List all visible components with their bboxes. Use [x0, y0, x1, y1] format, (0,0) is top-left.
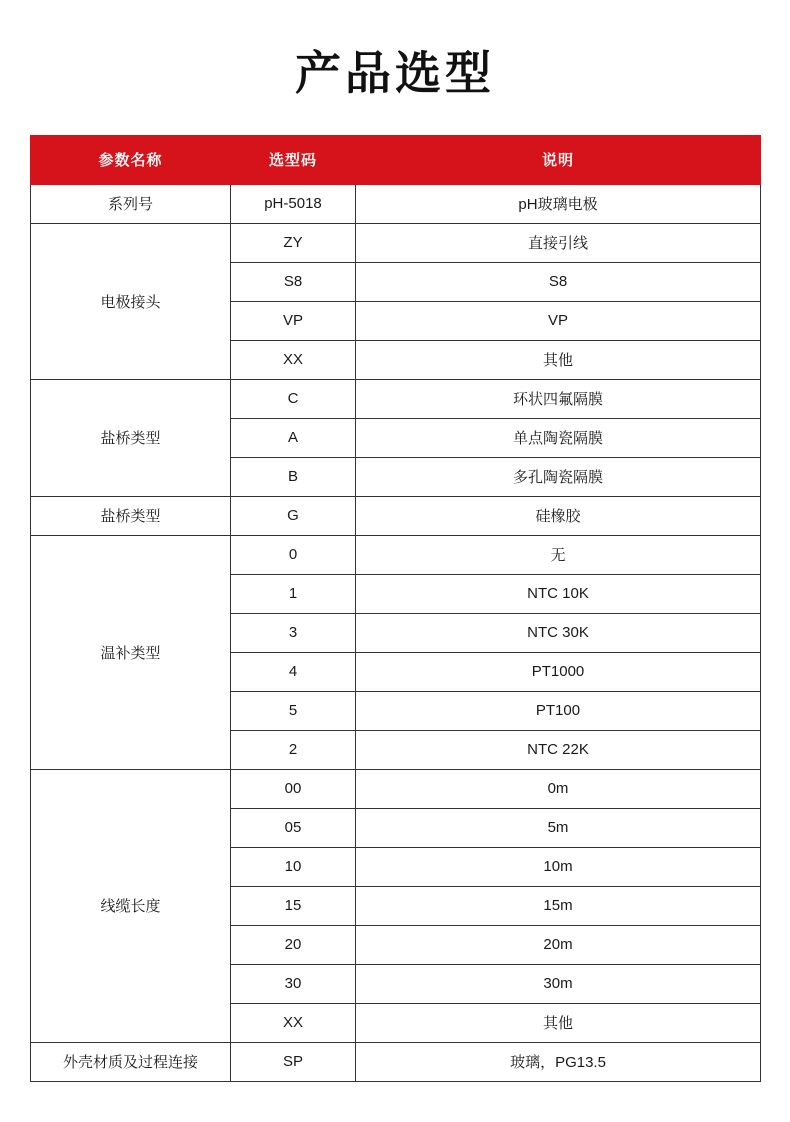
description-cell: PT1000	[356, 652, 761, 691]
table-row	[31, 496, 761, 535]
table-row	[31, 1042, 761, 1081]
selection-table-wrap	[30, 135, 760, 1082]
table-header	[31, 135, 761, 184]
description-cell: 硅橡胶	[356, 496, 761, 535]
selection-code-cell: 05	[231, 808, 356, 847]
selection-code-cell: A	[231, 418, 356, 457]
selection-code-cell: XX	[231, 340, 356, 379]
description-cell: 其他	[356, 1003, 761, 1042]
page-title: 产品选型	[295, 47, 495, 99]
selection-code-cell: 4	[231, 652, 356, 691]
column-header-code: 选型码	[231, 135, 356, 184]
description-cell: NTC 22K	[356, 730, 761, 769]
selection-code-cell: VP	[231, 301, 356, 340]
table-row	[31, 379, 761, 418]
parameter-name-cell: 外壳材质及过程连接	[31, 1042, 231, 1081]
selection-code-cell: 3	[231, 613, 356, 652]
selection-code-cell: 1	[231, 574, 356, 613]
selection-code-cell: XX	[231, 1003, 356, 1042]
description-cell: 30m	[356, 964, 761, 1003]
selection-code-cell: S8	[231, 262, 356, 301]
parameter-name-cell: 系列号	[31, 184, 231, 223]
description-cell: 15m	[356, 886, 761, 925]
parameter-name-cell: 盐桥类型	[31, 379, 231, 496]
description-cell: 玻璃，PG13.5	[356, 1042, 761, 1081]
description-cell: 其他	[356, 340, 761, 379]
description-cell: VP	[356, 301, 761, 340]
selection-code-cell: ZY	[231, 223, 356, 262]
description-cell: pH玻璃电极	[356, 184, 761, 223]
selection-code-cell: pH-5018	[231, 184, 356, 223]
selection-code-cell: B	[231, 457, 356, 496]
description-cell: PT100	[356, 691, 761, 730]
selection-code-cell: SP	[231, 1042, 356, 1081]
selection-table	[30, 135, 761, 1082]
description-cell: 5m	[356, 808, 761, 847]
parameter-name-cell: 温补类型	[31, 535, 231, 769]
description-cell: 单点陶瓷隔膜	[356, 418, 761, 457]
selection-code-cell: 00	[231, 769, 356, 808]
description-cell: NTC 10K	[356, 574, 761, 613]
parameter-name-cell: 电极接头	[31, 223, 231, 379]
parameter-name-cell: 线缆长度	[31, 769, 231, 1042]
selection-code-cell: 30	[231, 964, 356, 1003]
selection-code-cell: 10	[231, 847, 356, 886]
selection-code-cell: 5	[231, 691, 356, 730]
table-row	[31, 769, 761, 808]
selection-code-cell: 15	[231, 886, 356, 925]
selection-code-cell: G	[231, 496, 356, 535]
column-header-parameter: 参数名称	[31, 135, 231, 184]
description-cell: 多孔陶瓷隔膜	[356, 457, 761, 496]
description-cell: 无	[356, 535, 761, 574]
description-cell: 20m	[356, 925, 761, 964]
table-row	[31, 184, 761, 223]
footer-spacer	[0, 1082, 790, 1102]
table-body	[31, 184, 761, 1081]
description-cell: 10m	[356, 847, 761, 886]
selection-code-cell: 20	[231, 925, 356, 964]
description-cell: NTC 30K	[356, 613, 761, 652]
table-header-row	[31, 135, 761, 184]
column-header-description: 说明	[356, 135, 761, 184]
selection-code-cell: C	[231, 379, 356, 418]
table-row	[31, 535, 761, 574]
parameter-name-cell: 盐桥类型	[31, 496, 231, 535]
selection-code-cell: 0	[231, 535, 356, 574]
description-cell: 0m	[356, 769, 761, 808]
description-cell: 直接引线	[356, 223, 761, 262]
description-cell: S8	[356, 262, 761, 301]
description-cell: 环状四氟隔膜	[356, 379, 761, 418]
selection-code-cell: 2	[231, 730, 356, 769]
table-row	[31, 223, 761, 262]
